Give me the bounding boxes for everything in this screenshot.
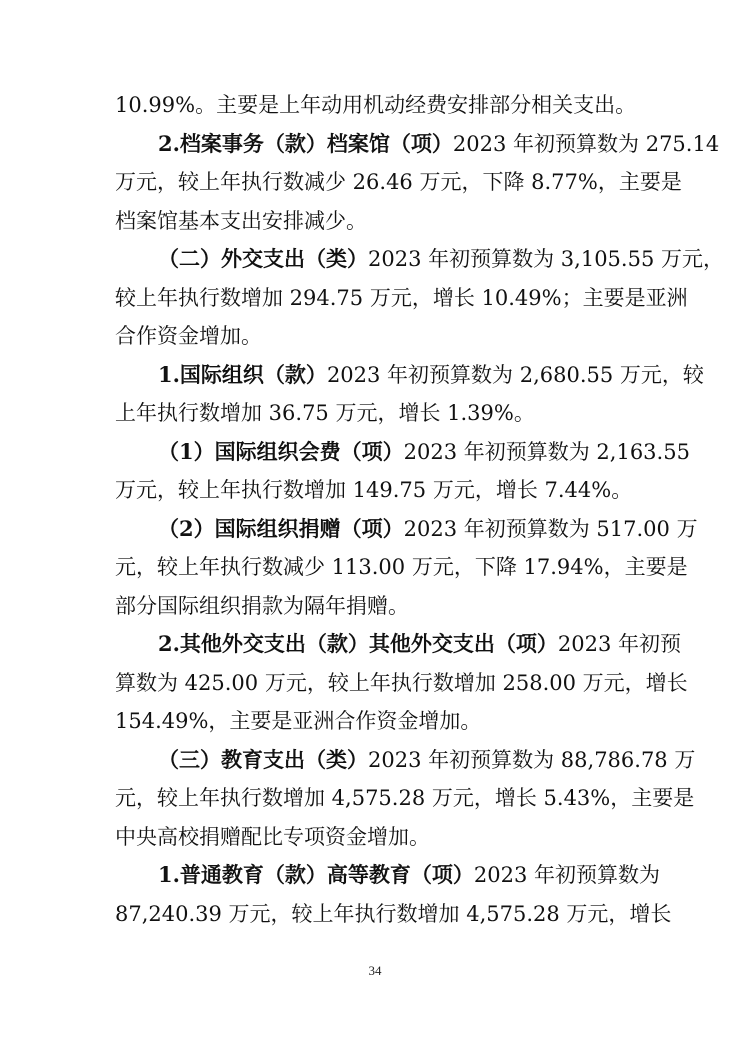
text-line: 元，较上年执行数减少 113.00 万元，下降 17.94%，主要是 [115,555,688,579]
text-line: 万元，较上年执行数减少 26.46 万元，下降 8.77%，主要是 [115,170,682,194]
text-line: 10.99%。主要是上年动用机动经费安排部分相关支出。 [115,93,637,117]
text-line: （三）教育支出（类）2023 年初预算数为 88,786.78 万 [158,747,696,772]
text-line: 档案馆基本支出安排减少。 [115,209,367,233]
text-line: （二）外交支出（类）2023 年初预算数为 3,105.55 万元， [158,246,724,271]
text-line: 2.档案事务（款）档案馆（项）2023 年初预算数为 275.14 [158,131,720,156]
section-heading: （三）教育支出（类） [158,747,368,772]
text-line: （2）国际组织捐赠（项）2023 年初预算数为 517.00 万 [158,516,698,541]
section-heading: 2.其他外交支出（款）其他外交支出（项） [158,631,558,656]
text-line: 上年执行数增加 36.75 万元，增长 1.39%。 [115,401,535,425]
text-line: 元，较上年执行数增加 4,575.28 万元，增长 5.43%，主要是 [115,786,695,810]
section-heading: （二）外交支出（类） [158,246,368,271]
text-line: 中央高校捐赠配比专项资金增加。 [115,825,430,849]
text-line: （1）国际组织会费（项）2023 年初预算数为 2,163.55 [158,439,690,464]
page-number: 34 [368,963,382,978]
text-line: 万元，较上年执行数增加 149.75 万元，增长 7.44%。 [115,478,633,502]
text-line: 算数为 425.00 万元，较上年执行数增加 258.00 万元，增长 [115,671,688,695]
section-heading: 1.普通教育（款）高等教育（项） [158,862,474,887]
text-line: 87,240.39 万元，较上年执行数增加 4,575.28 万元，增长 [115,902,672,926]
text-line: 部分国际组织捐款为隔年捐赠。 [115,594,409,618]
text-line: 合作资金增加。 [115,324,262,348]
section-heading: （1）国际组织会费（项） [158,439,404,464]
text-line: 较上年执行数增加 294.75 万元，增长 10.49%；主要是亚洲 [115,286,688,310]
text-line: 2.其他外交支出（款）其他外交支出（项）2023 年初预 [158,631,682,656]
section-heading: 1.国际组织（款） [158,362,327,387]
section-heading: 2.档案事务（款）档案馆（项） [158,131,453,156]
text-line: 1.普通教育（款）高等教育（项）2023 年初预算数为 [158,862,661,887]
section-heading: （2）国际组织捐赠（项） [158,516,404,541]
text-line: 1.国际组织（款）2023 年初预算数为 2,680.55 万元，较 [158,362,704,387]
text-line: 154.49%，主要是亚洲合作资金增加。 [115,709,482,733]
